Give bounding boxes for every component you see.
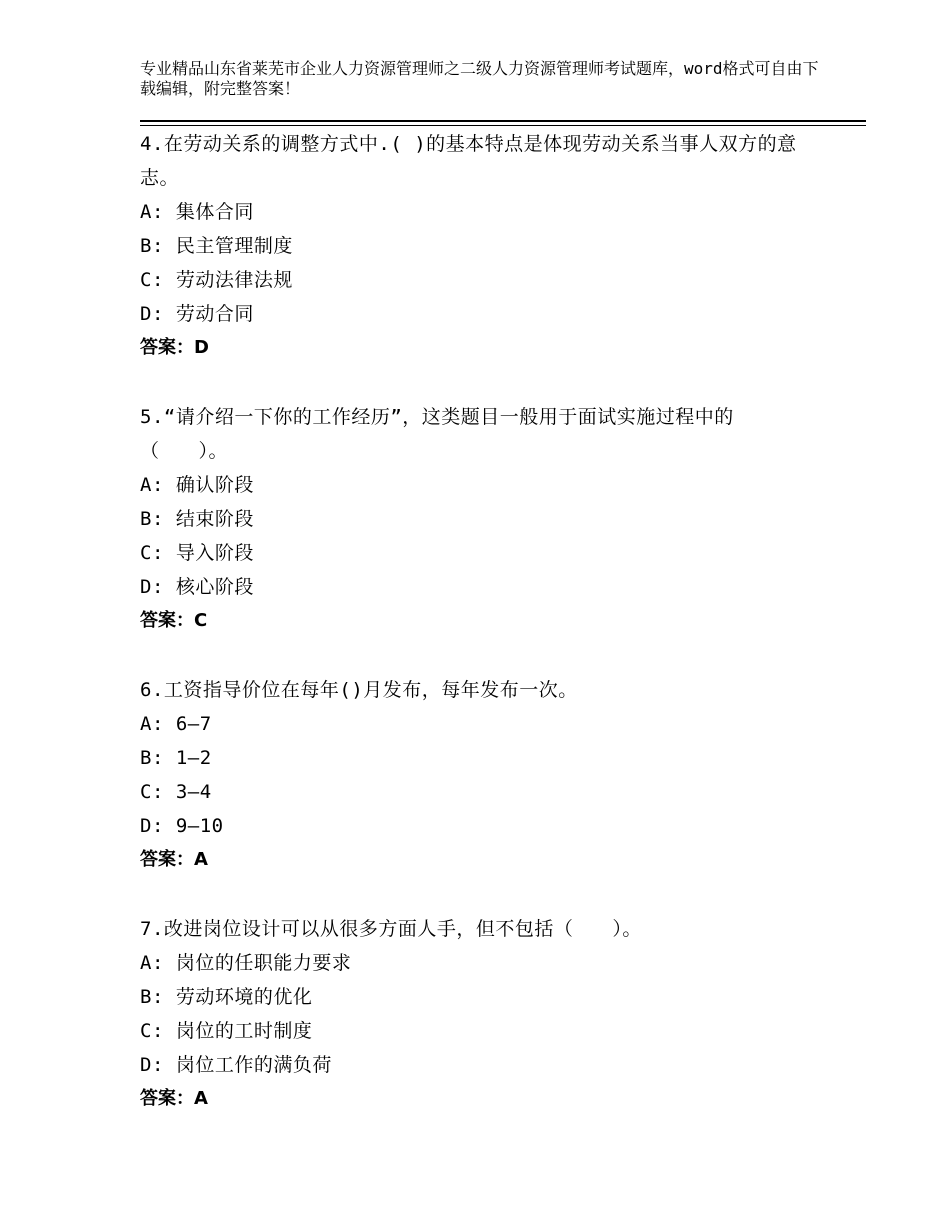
question-stem: 5.“请介绍一下你的工作经历”，这类题目一般用于面试实施过程中的（ ）。	[140, 406, 734, 462]
answer-line: 答案：D	[140, 337, 209, 358]
option-c: C: 3—4	[140, 781, 212, 803]
header-divider-thin	[140, 125, 866, 126]
option-a: A: 集体合同	[140, 201, 254, 223]
answer-line: 答案：C	[140, 610, 208, 631]
option-b: B: 民主管理制度	[140, 235, 293, 257]
option-c: C: 岗位的工时制度	[140, 1020, 313, 1042]
option-a: A: 确认阶段	[140, 474, 254, 496]
option-b: B: 结束阶段	[140, 508, 254, 530]
option-d: D: 9—10	[140, 815, 224, 837]
option-c: C: 劳动法律法规	[140, 269, 293, 291]
question-stem: 6.工资指导价位在每年()月发布，每年发布一次。	[140, 679, 578, 701]
option-c: C: 导入阶段	[140, 542, 254, 564]
option-d: D: 核心阶段	[140, 576, 254, 598]
option-b: B: 1—2	[140, 747, 212, 769]
option-d: D: 劳动合同	[140, 303, 254, 325]
option-d: D: 岗位工作的满负荷	[140, 1054, 332, 1076]
answer-line: 答案：A	[140, 1088, 208, 1109]
document-header: 专业精品山东省莱芜市企业人力资源管理师之二级人力资源管理师考试题库，word格式可自由下载编辑，附完整答案！	[140, 59, 819, 98]
question-stem: 4.在劳动关系的调整方式中.( )的基本特点是体现劳动关系当事人双方的意志。	[140, 133, 797, 189]
question-7	[140, 912, 800, 1116]
answer-line: 答案：A	[140, 849, 208, 870]
question-stem: 7.改进岗位设计可以从很多方面人手，但不包括（ ）。	[140, 918, 642, 940]
header-divider-thick	[140, 120, 866, 122]
option-b: B: 劳动环境的优化	[140, 986, 313, 1008]
question-6	[140, 673, 800, 877]
option-a: A: 6—7	[140, 713, 212, 735]
option-a: A: 岗位的任职能力要求	[140, 952, 352, 974]
question-5	[140, 400, 800, 638]
question-4	[140, 127, 800, 365]
